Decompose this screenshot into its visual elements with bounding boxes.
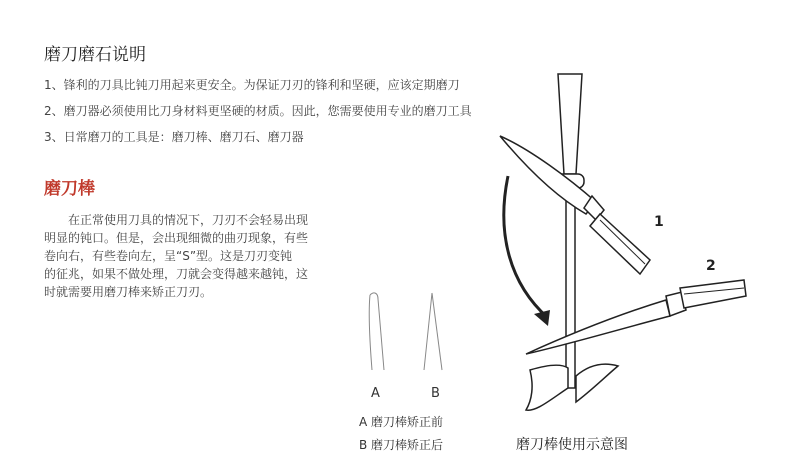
knife-2-handle — [680, 280, 746, 308]
bent-edge-a-inner — [369, 295, 372, 370]
rule-item-2: 2、磨刀器必须使用比刀身材料更坚硬的材质。因此，您需要使用专业的磨刀工具 — [44, 104, 472, 118]
edge-label-b: B — [431, 386, 440, 401]
step-number-1: 1 — [654, 214, 664, 230]
knife-2-blade — [526, 300, 670, 354]
direction-arrowhead — [534, 310, 550, 326]
sharpening-rules-list — [44, 78, 472, 156]
diagram-caption: 磨刀棒使用示意图 — [516, 437, 628, 453]
step-number-2: 2 — [706, 258, 716, 274]
rod-handle — [558, 74, 582, 174]
description-line-1: 在正常使用刀具的情况下，刀刃不会轻易出现 — [68, 213, 309, 227]
description-line-4: 的征兆，如果不做处理，刀就会变得越来越钝，这 — [44, 267, 309, 281]
edge-comparison-figure — [350, 285, 470, 384]
honing-diagram-svg — [490, 64, 760, 434]
description-line-3: 卷向右，有些卷向左，呈“S”型。这是刀刃变钝 — [44, 249, 293, 263]
section-title-sharpening: 磨刀磨石说明 — [44, 45, 146, 65]
edge-caption-a: A 磨刀棒矫正前 — [359, 415, 444, 429]
honing-rod-description — [44, 211, 324, 301]
direction-arrow — [504, 176, 548, 318]
straight-edge-b-right — [432, 293, 442, 370]
rod-shaft — [566, 188, 575, 388]
edge-sketch — [350, 285, 470, 380]
description-line-2: 明显的钝口。但是，会出现细微的曲刃现象，有些 — [44, 231, 309, 245]
knife-1-handle — [590, 214, 650, 274]
bent-edge-a — [370, 293, 384, 370]
straight-edge-b-left — [424, 293, 432, 370]
edge-caption-b: B 磨刀棒矫正后 — [359, 438, 444, 452]
edge-label-a: A — [371, 386, 380, 401]
honing-rod-illustration — [490, 64, 760, 438]
section-title-honing-rod: 磨刀棒 — [44, 179, 95, 199]
rule-item-1: 1、锋利的刀具比钝刀用起来更安全。为保证刀刃的锋利和坚硬，应该定期磨刀 — [44, 78, 460, 92]
description-line-5: 时就需要用磨刀棒来矫正刀刃。 — [44, 285, 213, 299]
rule-item-3: 3、日常磨刀的工具是：磨刀棒、磨刀石、磨刀器 — [44, 130, 304, 144]
